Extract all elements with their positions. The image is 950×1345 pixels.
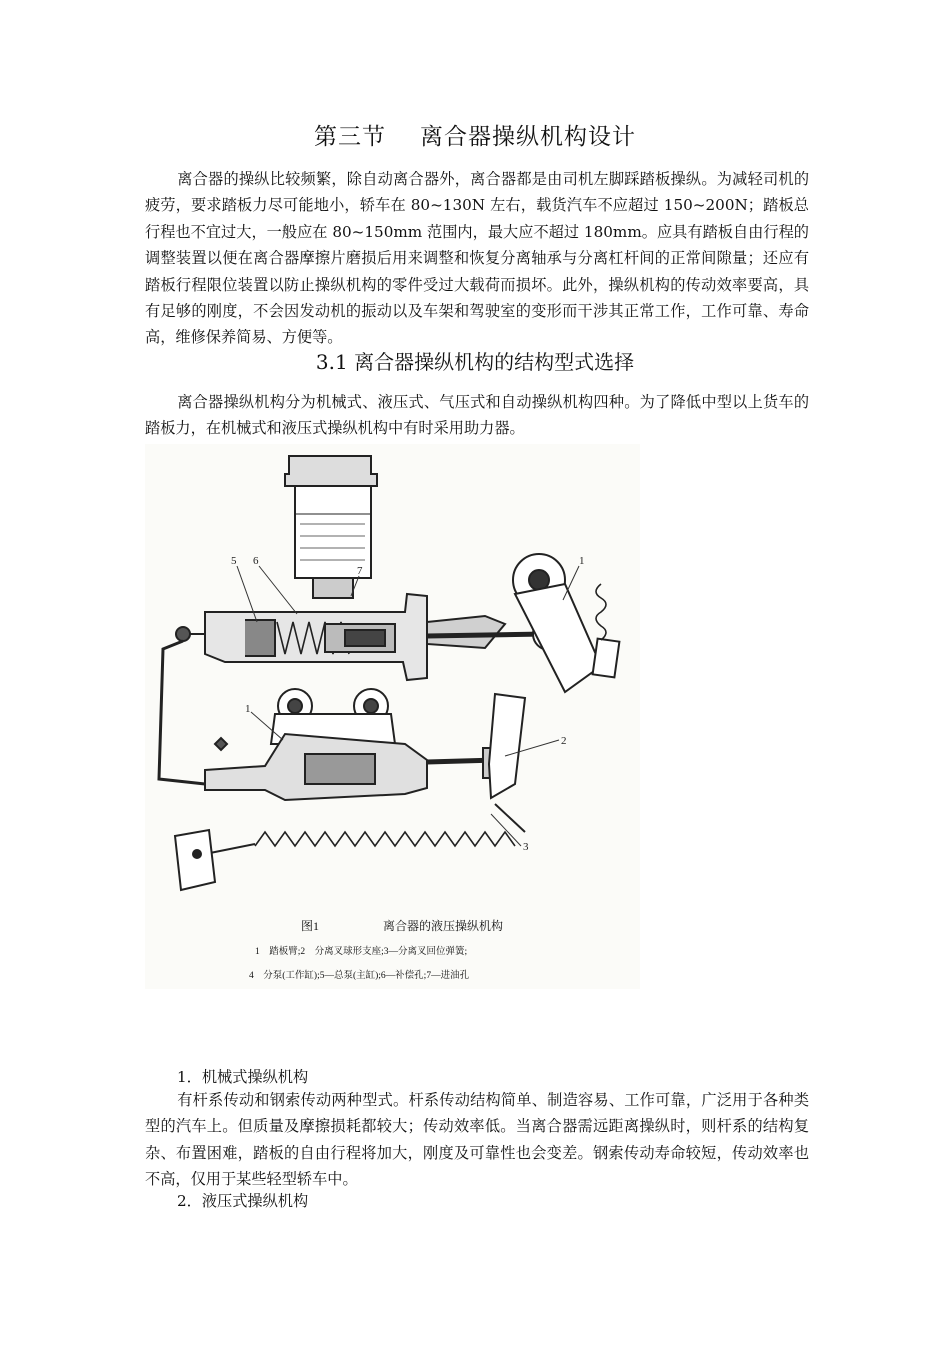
callout-5: 5 (231, 555, 237, 567)
hydraulic-line (159, 641, 205, 784)
figure-title: 离合器的液压操纵机构 (383, 919, 504, 933)
callout-1b: 1 (245, 703, 251, 715)
callout-7: 7 (357, 565, 363, 577)
return-spring (175, 804, 525, 890)
figure-legend-line1: 1 踏板臂;2 分离叉球形支座;3—分离叉回位弹簧; (255, 947, 468, 957)
master-cylinder (176, 594, 565, 680)
pedal-arm (513, 554, 619, 692)
intro-paragraph-text: 离合器的操纵比较频繁，除自动离合器外，离合器都是由司机左脚踩踏板操纵。为减轻司机的疲劳，要求踏板力尽可能地小，轿车在 80~130N 左右，载货汽车不应超过 150~200N；踏板总行程也不宜过大，一般应在 80~150mm 范围内，最大应不超过 180mm。应具有踏板自由行程的调整装置以便在离合器摩擦片磨损后用来调整和恢复分离轴承与分离杠杆间的正常间隙量；还应有踏板行程限位装置以防止操纵机构的零件受过大载荷而损坏。此外，操纵机构的传动效率要高，具有足够的刚度，不会因发动机的振动以及车架和驾驶室的变形而干涉其正常工作，工作可靠、寿命高，维修保养简易、方便等。 (145, 170, 809, 347)
item2-heading: 2．液压式操纵机构 (177, 1192, 309, 1210)
item1-paragraph (145, 1087, 809, 1193)
fluid-reservoir (285, 456, 377, 598)
section-title (0, 118, 950, 151)
callout-1: 1 (579, 555, 585, 567)
subsection-paragraph (145, 389, 809, 442)
callout-6: 6 (253, 555, 259, 567)
item1-paragraph-text: 有杆系传动和钢索传动两种型式。杆系传动结构简单、制造容易、工作可靠，广泛用于各种类型的汽车上。但质量及摩擦损耗都较大；传动效率低。当离合器需远距离操纵时，则杆系的结构复杂、布置困难，踏板的自由行程将加大，刚度及可靠性也会变差。钢索传动寿命较短，传动效率也不高，仅用于某些轻型轿车中。 (145, 1091, 809, 1189)
subsection-paragraph-text: 离合器操纵机构分为机械式、液压式、气压式和自动操纵机构四种。为了降低中型以上货车的踏板力，在机械式和液压式操纵机构中有时采用助力器。 (145, 393, 809, 438)
figure-legend-line2: 4 分泵(工作缸);5—总泵(主缸);6—补偿孔;7—进油孔 (249, 971, 470, 981)
subsection-title: 3.1 离合器操纵机构的结构型式选择 (315, 350, 635, 374)
callout-2: 2 (561, 735, 567, 747)
section-number: 第三节 (314, 124, 386, 150)
callout-3: 3 (523, 841, 529, 853)
figure-number: 图1 (301, 919, 320, 933)
item1-heading: 1．机械式操纵机构 (177, 1068, 309, 1086)
intro-paragraph (145, 166, 809, 351)
section-name: 离合器操纵机构设计 (420, 124, 636, 150)
hydraulic-clutch-diagram (145, 444, 640, 989)
